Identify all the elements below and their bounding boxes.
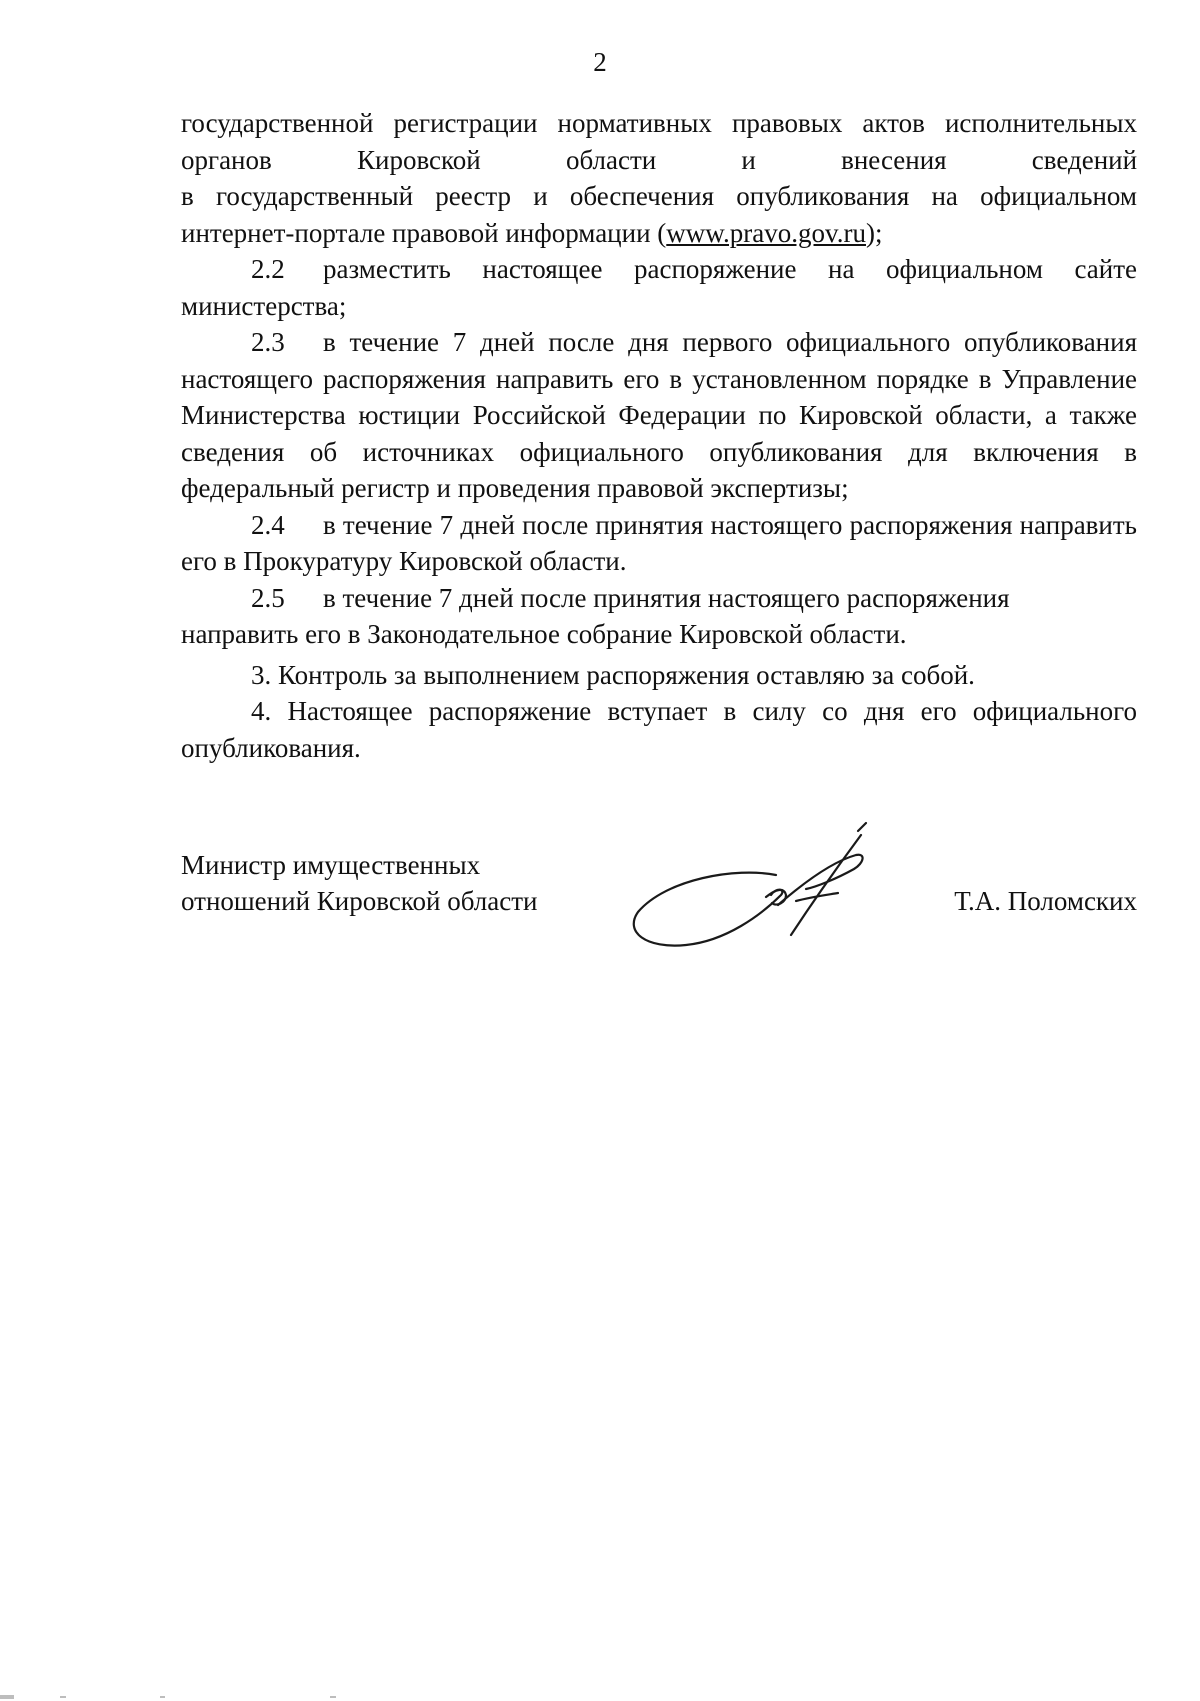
item-number: 2.5	[251, 582, 285, 613]
item-text: 4. Настоящее распоряжение вступает в силу со дня его официального опубликования.	[181, 696, 1137, 763]
item-number: 2.3	[251, 327, 285, 357]
document-body	[181, 105, 1137, 766]
signatory-title-line: отношений Кировской области	[181, 886, 538, 916]
text-line: государственной регистрации нормативных правовых актов исполнительных	[181, 108, 1137, 138]
paragraph-item-2-3	[181, 324, 1137, 507]
paragraph-item-4	[181, 693, 1137, 766]
text-run: );	[866, 217, 883, 248]
item-number: 2.2	[251, 254, 285, 284]
paragraph-item-2-4	[181, 507, 1137, 580]
page-number: 2	[593, 47, 607, 77]
text-line-spread	[181, 142, 1137, 179]
item-number: 2.4	[251, 509, 285, 540]
signatory-title-line: Министр имущественных	[181, 850, 481, 880]
signatory-title	[181, 847, 601, 919]
pravo-link[interactable]: www.pravo.gov.ru	[666, 217, 866, 248]
word: сведений	[1031, 144, 1138, 175]
paragraph-continuation	[181, 105, 1137, 251]
word: области	[565, 144, 657, 175]
text-run: в государственный реестр и обеспечения опубликования на официальном интернет-портале правовой информации (	[181, 181, 1137, 248]
item-text: в течение 7 дней после принятия настоящего распоряжения	[323, 582, 1010, 613]
item-text: в течение 7 дней после принятия настоящего распоряжения направить его в Прокуратуру Кировской области.	[181, 509, 1137, 576]
signature-block	[181, 847, 1137, 967]
word: и	[741, 144, 756, 175]
paragraph-item-3	[181, 657, 1137, 694]
word: внесения	[841, 144, 947, 175]
item-text: направить его в Законодательное собрание Кировской области.	[181, 619, 907, 649]
signatory-name: Т.А. Поломских	[954, 886, 1137, 916]
item-text: 3. Контроль за выполнением распоряжения оставляю за собой.	[251, 659, 975, 690]
scan-edge-artifact	[0, 1690, 1200, 1701]
item-text: разместить настоящее распоряжение на официальном сайте министерства;	[181, 254, 1137, 321]
paragraph-item-2-5	[181, 580, 1137, 653]
word: Кировской	[356, 144, 481, 175]
handwritten-signature	[626, 817, 896, 967]
word: органов	[181, 144, 272, 175]
item-text: в течение 7 дней после дня первого официального опубликования настоящего распоряжения направить его в установленном порядке в Управление Министерства юстиции Российской Федерации по Кировской области, а также сведения об источниках официального опубликования для включения в федеральный регистр и проведения правовой экспертизы;	[181, 327, 1137, 503]
paragraph-item-2-2	[181, 251, 1137, 324]
